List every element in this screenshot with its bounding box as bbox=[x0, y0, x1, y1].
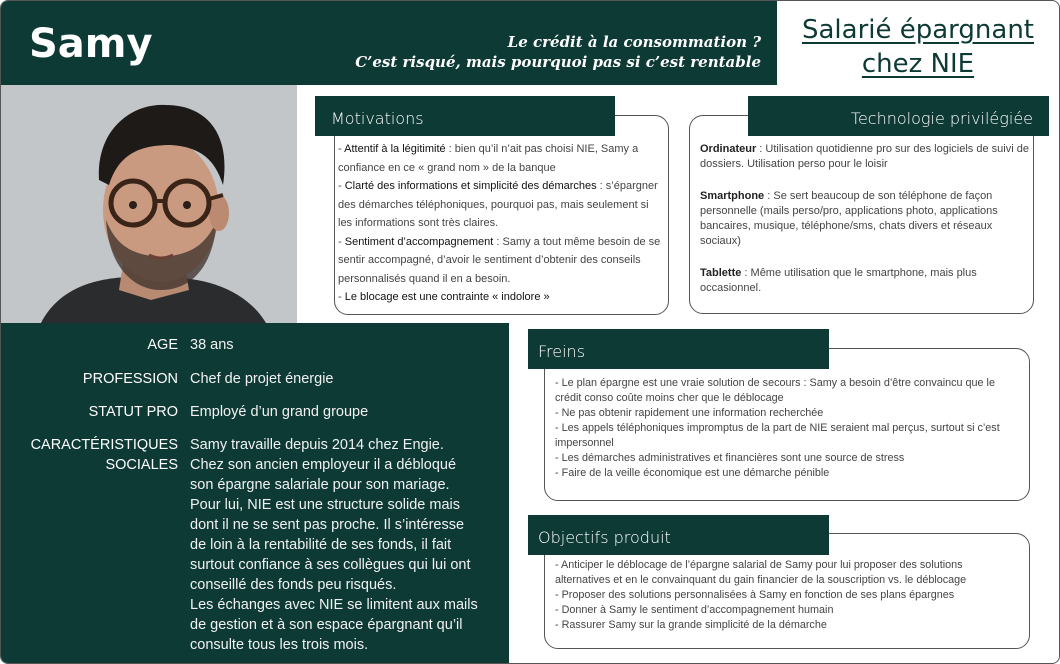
tech-item bbox=[700, 142, 1030, 172]
technologie-title: Technologie privilégiée bbox=[748, 96, 1049, 136]
portrait-illustration bbox=[1, 85, 297, 323]
frein-item: - Ne pas obtenir rapidement une information recherchée bbox=[555, 407, 824, 419]
age-value: 38 ans bbox=[190, 337, 234, 353]
header-banner bbox=[1, 1, 777, 85]
profession-value: Chef de projet énergie bbox=[190, 371, 334, 387]
motivation-item: - Sentiment d’accompagnement : Samy a tout même besoin de se sentir accompagné, d’avoir le sentiment d’obtenir des conseils personnalisés quand il en a besoin. bbox=[338, 235, 661, 285]
tech-head: Tablette bbox=[700, 267, 742, 279]
persona-photo bbox=[1, 85, 297, 323]
freins-list bbox=[555, 376, 1017, 481]
carac-label-line-2: SOCIALES bbox=[105, 457, 178, 473]
frein-item: - Les démarches administratives et financières sont une source de stress bbox=[555, 452, 905, 464]
statut-label: STATUT PRO bbox=[88, 404, 178, 420]
tech-text: : Utilisation quotidienne pro sur des logiciels de suivi de dossiers. Utilisation perso pour le loisir bbox=[700, 143, 1029, 170]
technologie-list bbox=[700, 142, 1030, 313]
persona-title-line-2: chez NIE bbox=[861, 49, 975, 79]
tech-text: : Même utilisation que le smartphone, mais plus occasionnel. bbox=[700, 267, 977, 294]
tagline-line-2: C’est risqué, mais pourquoi pas si c’est rentable bbox=[355, 53, 761, 71]
age-label: AGE bbox=[147, 337, 178, 353]
motivation-item: - Le blocage est une contrainte « indolore » bbox=[338, 291, 550, 303]
persona-title bbox=[777, 13, 1059, 81]
carac-line: conseillé des fonds peu risqués. bbox=[190, 577, 397, 593]
tech-head: Smartphone bbox=[700, 190, 765, 202]
profession-label: PROFESSION bbox=[82, 371, 178, 387]
objectif-item: - Rassurer Samy sur la grande simplicité de la démarche bbox=[555, 619, 827, 631]
motivations-list bbox=[338, 140, 663, 307]
frein-item: - Les appels téléphoniques impromptus de la part de NIE seraient mal perçus, surtout si c’est impersonnel bbox=[555, 422, 1000, 449]
carac-label-line-1: CARACTÉRISTIQUES bbox=[30, 437, 178, 453]
motivation-head: Clarté des informations et simplicité des démarches bbox=[344, 180, 597, 192]
carac-line: de loin à la rentabilité de ses fonds, il fait bbox=[190, 537, 452, 553]
tagline-line-1: Le crédit à la consommation ? bbox=[507, 33, 761, 51]
objectif-item: - Anticiper le déblocage de l’épargne salarial de Samy pour lui proposer des solutions alternatives et en le convainquant du gain financier de la souscription vs. le déblocage bbox=[555, 559, 967, 586]
tech-item bbox=[700, 266, 1030, 296]
carac-line: Pour lui, NIE est une structure solide mais bbox=[190, 497, 460, 513]
carac-line: Samy travaille depuis 2014 chez Engie. bbox=[190, 437, 444, 453]
motivation-item: - Attentif à la légitimité : bien qu’il n’ait pas choisi NIE, Samy a confiance en ce « grand nom » de la banque bbox=[338, 143, 639, 174]
tech-item bbox=[700, 189, 1030, 249]
freins-title: Freins bbox=[528, 329, 829, 369]
motivation-head: Attentif à la légitimité bbox=[344, 143, 446, 155]
carac-line: dont il ne se sent pas proche. Il s’intéresse bbox=[190, 517, 465, 533]
carac-label bbox=[1, 435, 178, 475]
tech-text: : Se sert beaucoup de son téléphone de façon personnelle (mails perso/pro, applications photo, applications bancaires, musique, téléphone/sms, chats divers et réseaux sociaux) bbox=[700, 190, 998, 247]
motivation-text: : s’épargner des démarches téléphoniques, pourquoi pas, mais seulement si les informations sont très claires. bbox=[338, 180, 658, 229]
statut-value: Employé d’un grand groupe bbox=[190, 404, 369, 420]
motivation-item: - Clarté des informations et simplicité des démarches : s’épargner des démarches téléphoniques, pourquoi pas, mais seulement si les informations sont très claires. bbox=[338, 180, 658, 229]
carac-line: de gestion et à son espace épargnant qu’il bbox=[190, 617, 463, 633]
carac-line: consulte tous les trois mois. bbox=[190, 637, 369, 653]
objectif-item: - Proposer des solutions personnalisées à Samy en fonction de ses plans épargnes bbox=[555, 589, 955, 601]
carac-line: surtout confiance à ses collègues qui lui ont bbox=[190, 557, 471, 573]
persona-title-line-1: Salarié épargnant bbox=[801, 15, 1035, 45]
carac-line: Les échanges avec NIE se limitent aux mails bbox=[190, 597, 478, 613]
motivation-text: : bien qu’il n’ait pas choisi NIE, Samy a confiance en ce « grand nom » de la banque bbox=[338, 143, 639, 174]
objectifs-title: Objectifs produit bbox=[528, 515, 829, 555]
objectif-item: - Donner à Samy le sentiment d’accompagnement humain bbox=[555, 604, 834, 616]
carac-line: Chez son ancien employeur il a débloqué bbox=[190, 457, 457, 473]
persona-tagline bbox=[355, 32, 761, 72]
profile-panel bbox=[1, 323, 509, 664]
objectifs-list bbox=[555, 558, 1017, 633]
motivation-head: Sentiment d’accompagnement bbox=[344, 235, 494, 248]
tech-head: Ordinateur bbox=[700, 143, 757, 155]
motivations-title: Motivations bbox=[315, 96, 615, 136]
motivation-head: Le blocage est une contrainte « indolore » bbox=[344, 291, 550, 303]
carac-value bbox=[190, 435, 500, 655]
persona-name: Samy bbox=[29, 21, 153, 67]
frein-item: - Faire de la veille économique est une démarche pénible bbox=[555, 467, 830, 479]
frein-item: - Le plan épargne est une vraie solution de secours : Samy a besoin d’être convaincu que le crédit conso coûte moins cher que le déblocage bbox=[555, 377, 995, 404]
carac-line: son épargne salariale pour son mariage. bbox=[190, 477, 450, 493]
motivation-text: : Samy a tout même besoin de se sentir accompagné, d’avoir le sentiment d’obtenir des conseils personnalisés quand il en a besoin. bbox=[338, 235, 661, 285]
